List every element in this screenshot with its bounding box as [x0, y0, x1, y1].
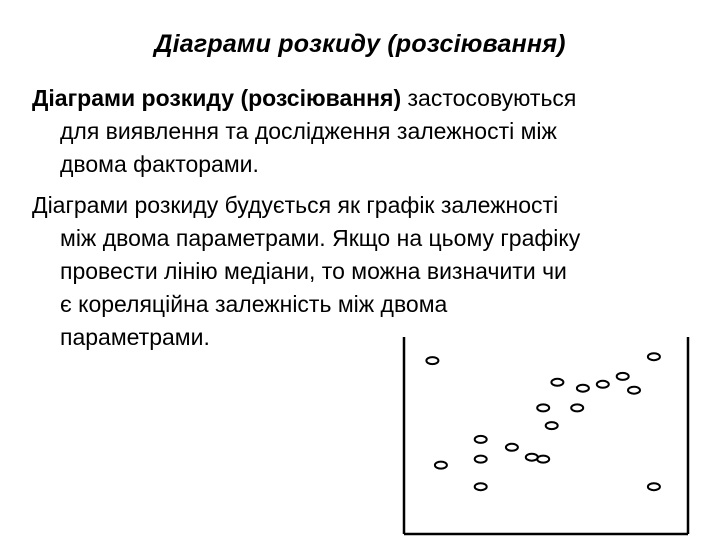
scatter-point: [648, 353, 660, 360]
bullet-2-line-5: параметрами.: [60, 324, 210, 350]
scatter-point: [506, 444, 518, 451]
bullet-1-line-1: [32, 82, 704, 115]
scatter-point: [628, 387, 640, 394]
bullet-1-line-1-rest: застосовуються: [401, 85, 577, 111]
bullet-2-line-3: провести лінію медіани, то можна визначити чи: [60, 258, 567, 284]
scatter-points: [426, 353, 660, 490]
scatter-point: [475, 456, 487, 463]
scatter-plot: [398, 333, 694, 540]
scatter-point: [526, 454, 538, 461]
scatter-point: [537, 456, 549, 463]
scatter-point: [435, 462, 447, 469]
scatter-point: [475, 483, 487, 490]
scatter-point: [648, 483, 660, 490]
bullet-paragraph-2: [32, 189, 704, 354]
scatter-point: [475, 436, 487, 443]
scatter-point: [546, 422, 558, 429]
scatter-point: [551, 379, 563, 386]
bullet-1-line-2: для виявлення та дослідження залежності між: [60, 118, 557, 144]
slide-title: Діаграми розкиду (розсіювання): [154, 30, 566, 58]
bullet-2-line-2: між двома параметрами. Якщо на цьому графіку: [60, 225, 581, 251]
scatter-point: [571, 404, 583, 411]
scatter-point: [577, 385, 589, 392]
scatter-point: [597, 381, 609, 388]
bullet-2-line-4: є кореляційна залежність між двома: [60, 291, 448, 317]
scatter-axes: [404, 337, 688, 534]
bullet-2-line-1: Діаграми розкиду будується як графік залежності: [32, 192, 559, 218]
scatter-point: [537, 404, 549, 411]
bullet-paragraph-1: [32, 82, 704, 181]
bullet-1-bold-lead: Діаграми розкиду (розсіювання): [32, 85, 402, 111]
bullet-1-line-3: двома факторами.: [60, 151, 259, 177]
scatter-point: [617, 373, 629, 380]
scatter-point: [426, 357, 438, 364]
